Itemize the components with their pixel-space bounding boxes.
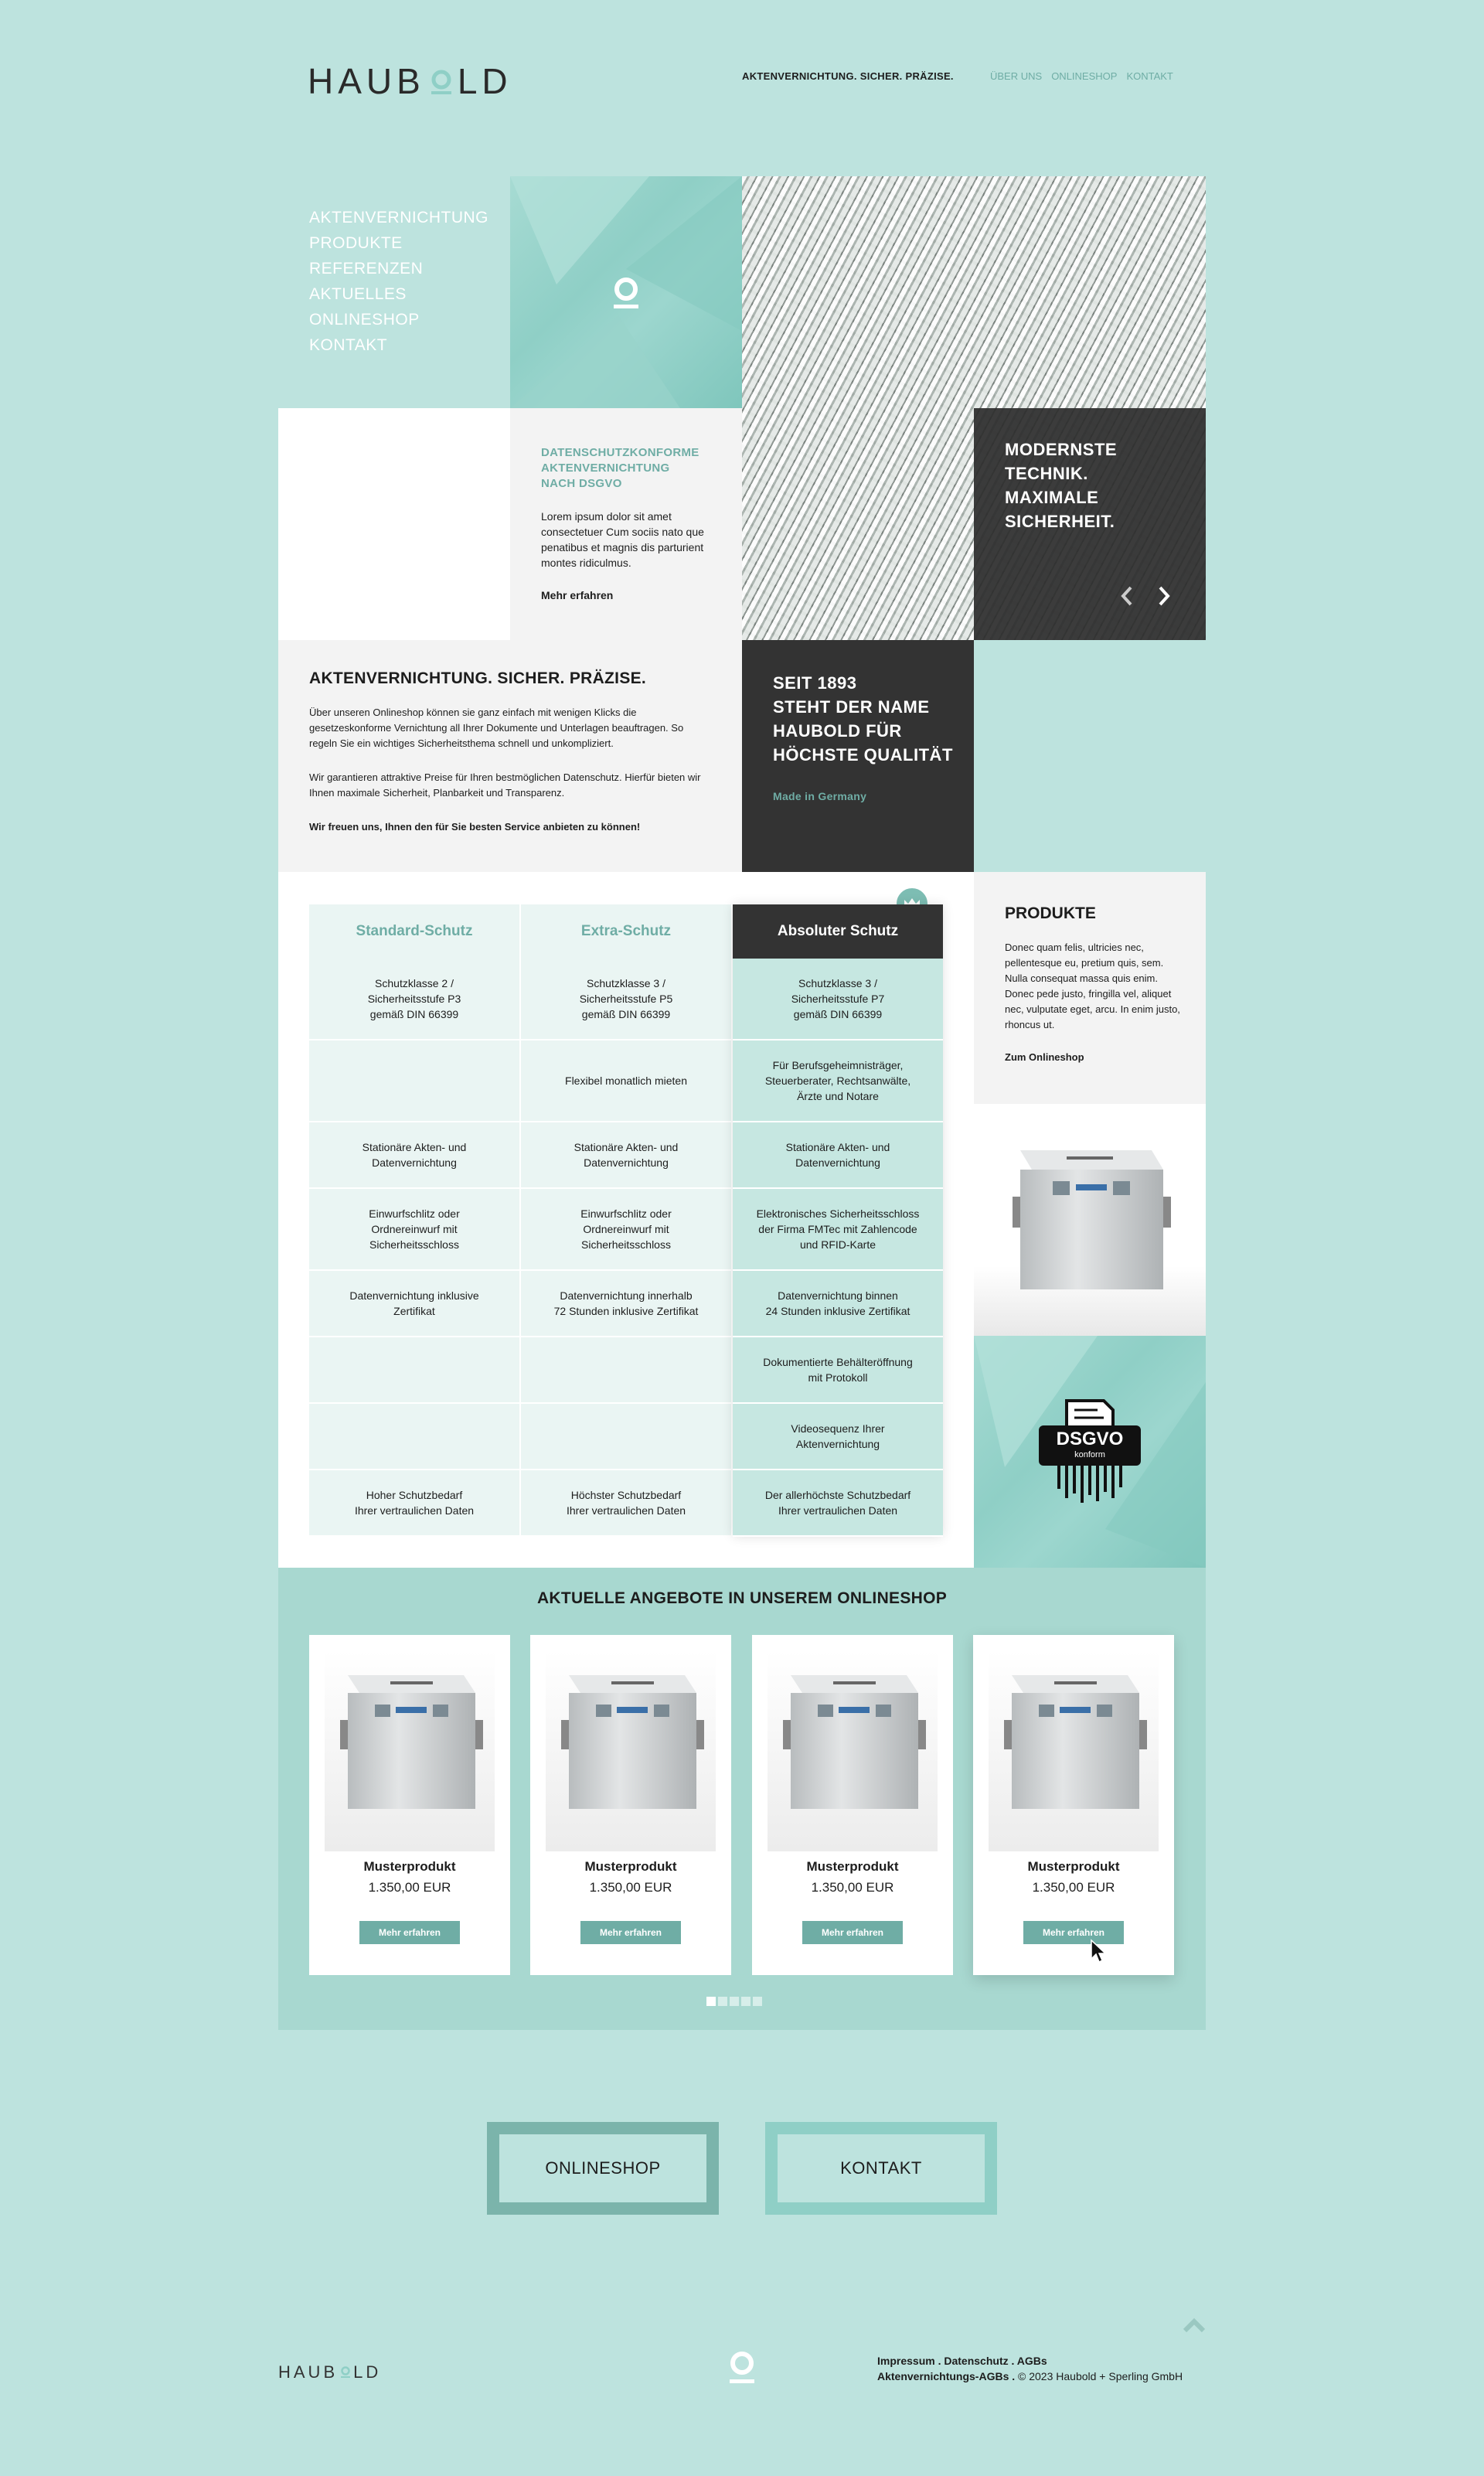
table-cell: Videosequenz Ihrer Aktenvernichtung: [733, 1404, 943, 1470]
aluminium-box-image: [997, 1127, 1183, 1313]
caption-line: TECHNIK.: [1005, 464, 1088, 483]
table-cell: Einwurfschlitz oder Ordnereinwurf mit Sicherheitsschloss: [521, 1189, 731, 1271]
table-cell: Stationäre Akten- und Datenvernichtung: [733, 1122, 943, 1189]
title-line: NACH DSGVO: [541, 477, 622, 490]
table-cell: Stationäre Akten- und Datenvernichtung: [521, 1122, 731, 1189]
title-line: AKTENVERNICHTUNG: [541, 461, 670, 475]
product-image[interactable]: [546, 1650, 716, 1851]
logo-mark-icon: [428, 66, 454, 92]
product-image[interactable]: [768, 1650, 938, 1851]
caption-line: SICHERHEIT.: [1005, 512, 1115, 531]
sidebar-item-aktenvernichtung[interactable]: AKTENVERNICHTUNG: [309, 209, 489, 226]
header-tagline: AKTENVERNICHTUNG. SICHER. PRÄZISE.: [742, 70, 954, 82]
table-cell: [309, 1337, 519, 1404]
mehr-erfahren-link[interactable]: Mehr erfahren: [541, 589, 614, 601]
intro-section: [278, 640, 742, 872]
table-cell: [521, 1337, 731, 1404]
products-text: Donec quam felis, ultricies nec, pellentesque eu, pretium quis, sem. Nulla consequat massa quis enim. Donec pede justo, fringilla vel, aliquet nec, vulputate eget, arcu. In enim justo, rhoncus ut.: [1005, 942, 1180, 1030]
mehr-erfahren-button[interactable]: Mehr erfahren: [359, 1921, 460, 1944]
pagination-dot[interactable]: [730, 1997, 739, 2006]
footer-logo-text-part: HAUB: [278, 2362, 339, 2382]
logo-mark-icon: [611, 275, 642, 311]
table-cell: Datenvernichtung innerhalb 72 Stunden inklusive Zertifikat: [521, 1271, 731, 1337]
product-name: Musterprodukt: [584, 1859, 677, 1874]
kontakt-button[interactable]: [765, 2122, 997, 2215]
footer-logo[interactable]: [278, 2362, 381, 2382]
dsgvo-label-title: DSGVO: [1056, 1429, 1124, 1449]
products-box: [974, 872, 1206, 1104]
product-name: Musterprodukt: [1027, 1859, 1120, 1874]
footer-links[interactable]: Impressum . Datenschutz . AGBs: [877, 2355, 1047, 2367]
since-line: SEIT 1893: [773, 673, 857, 693]
caption-line: MODERNSTE: [1005, 440, 1118, 459]
intro-paragraph: Wir garantieren attraktive Preise für Ihren bestmöglichen Datenschutz. Hierfür bieten wir Ihnen maximale Sicherheit, Planbarkeit und Transparenz.: [309, 771, 701, 799]
pricing-column-absolut: [733, 904, 943, 1537]
logo[interactable]: [308, 63, 512, 99]
pagination-dot-active[interactable]: [706, 1997, 716, 2006]
caption-line: MAXIMALE: [1005, 488, 1099, 507]
geometric-logo-tile: [510, 176, 742, 408]
intro-closing: Wir freuen uns, Ihnen den für Sie besten Service anbieten zu können!: [309, 821, 641, 833]
sidebar-item-produkte[interactable]: PRODUKTE: [309, 234, 403, 252]
pagination-dot[interactable]: [741, 1997, 751, 2006]
table-cell: Stationäre Akten- und Datenvernichtung: [309, 1122, 519, 1189]
onlineshop-button[interactable]: [487, 2122, 719, 2215]
mehr-erfahren-button[interactable]: Mehr erfahren: [580, 1921, 681, 1944]
chevron-right-icon[interactable]: [1156, 584, 1172, 608]
product-name: Musterprodukt: [806, 1859, 899, 1874]
product-card[interactable]: [752, 1635, 953, 1975]
sidebar-item-onlineshop[interactable]: ONLINESHOP: [309, 311, 420, 329]
side-nav: [309, 207, 488, 356]
table-cell: Höchster Schutzbedarf Ihrer vertraulichen Daten: [521, 1470, 731, 1537]
pagination-dot[interactable]: [753, 1997, 762, 2006]
pricing-column-standard: [309, 904, 519, 1537]
table-cell: Datenvernichtung inklusive Zertifikat: [309, 1271, 519, 1337]
table-cell: Für Berufsgeheimnisträger, Steuerberater, Rechtsanwälte, Ärzte und Notare: [733, 1040, 943, 1122]
product-card[interactable]: [973, 1635, 1174, 1975]
blank-tile: [278, 408, 510, 640]
table-cell: Hoher Schutzbedarf Ihrer vertraulichen Daten: [309, 1470, 519, 1537]
slider-caption-box: [974, 408, 1206, 640]
table-cell: Der allerhöchste Schutzbedarf Ihrer vertraulichen Daten: [733, 1470, 943, 1537]
product-price: 1.350,00 EUR: [1032, 1880, 1115, 1895]
table-cell: Schutzklasse 3 / Sicherheitsstufe P7 gemäß DIN 66399: [733, 959, 943, 1040]
table-cell: [521, 1404, 731, 1470]
zum-onlineshop-link[interactable]: Zum Onlineshop: [1005, 1051, 1084, 1063]
product-name: Musterprodukt: [363, 1859, 456, 1874]
pricing-column-extra: [521, 904, 731, 1537]
title-line: DATENSCHUTZKONFORME: [541, 446, 699, 459]
table-cell: Dokumentierte Behälteröffnung mit Protokoll: [733, 1337, 943, 1404]
top-nav: [990, 70, 1173, 82]
logo-mark-icon: [339, 2363, 352, 2376]
product-price: 1.350,00 EUR: [589, 1880, 672, 1895]
products-title: PRODUKTE: [1005, 904, 1096, 922]
product-card[interactable]: [309, 1635, 510, 1975]
product-image[interactable]: [989, 1650, 1159, 1851]
nav-ueber-uns[interactable]: ÜBER UNS: [990, 70, 1043, 82]
footer-legal: [877, 2353, 1183, 2384]
since-line: STEHT DER NAME: [773, 697, 930, 717]
dsgvo-badge-tile: [974, 1336, 1206, 1568]
footer-logo-text-part: LD: [353, 2362, 382, 2382]
since-text: [773, 671, 953, 767]
product-price: 1.350,00 EUR: [811, 1880, 894, 1895]
onlineshop-button-label: ONLINESHOP: [545, 2158, 661, 2178]
table-cell: Einwurfschlitz oder Ordnereinwurf mit Sicherheitsschloss: [309, 1189, 519, 1271]
footer-copyright: © 2023 Haubold + Sperling GmbH: [1015, 2370, 1183, 2382]
offers-title: AKTUELLE ANGEBOTE IN UNSEREM ONLINESHOP: [536, 1589, 948, 1607]
table-cell: [309, 1040, 519, 1122]
table-cell: Schutzklasse 2 / Sicherheitsstufe P3 gemäß DIN 66399: [309, 959, 519, 1040]
column-header: Standard-Schutz: [309, 904, 519, 959]
mehr-erfahren-button[interactable]: Mehr erfahren: [1023, 1921, 1124, 1944]
column-header: Absoluter Schutz: [733, 904, 943, 959]
table-cell: Schutzklasse 3 / Sicherheitsstufe P5 gemäß DIN 66399: [521, 959, 731, 1040]
dsgvo-label-sub: konform: [1074, 1450, 1105, 1459]
pagination-dot[interactable]: [718, 1997, 727, 2006]
footer-logo-mark-icon: [727, 2350, 757, 2387]
product-image-tile: [974, 1104, 1206, 1336]
logo-text-part: HAUB: [308, 61, 425, 101]
sidebar-item-referenzen[interactable]: REFERENZEN: [309, 260, 424, 278]
dsgvo-label: [1039, 1425, 1141, 1466]
table-cell: Flexibel monatlich mieten: [521, 1040, 731, 1122]
mouse-cursor-icon: [1090, 1939, 1108, 1965]
dsgvo-badge: [1039, 1398, 1141, 1506]
since-1893-box: [742, 640, 974, 872]
table-cell: [309, 1404, 519, 1470]
column-header: Extra-Schutz: [521, 904, 731, 959]
footer-agb-link[interactable]: Aktenvernichtungs-AGBs .: [877, 2370, 1016, 2382]
kontakt-button-label: KONTAKT: [840, 2158, 922, 2178]
product-card[interactable]: [530, 1635, 731, 1975]
carousel-pagination: [706, 1997, 762, 2006]
scroll-to-top-icon[interactable]: [1183, 2318, 1206, 2333]
slider-caption: [1005, 438, 1117, 533]
chevron-left-icon[interactable]: [1119, 584, 1135, 608]
dsgvo-teaser-title: [541, 445, 699, 492]
nav-kontakt[interactable]: KONTAKT: [1126, 70, 1173, 82]
table-cell: Datenvernichtung binnen 24 Stunden inklusive Zertifikat: [733, 1271, 943, 1337]
since-line: HÖCHSTE QUALITÄT: [773, 745, 953, 765]
logo-text-part: LD: [457, 61, 512, 101]
sidebar-item-aktuelles[interactable]: AKTUELLES: [309, 285, 407, 303]
nav-onlineshop[interactable]: ONLINESHOP: [1051, 70, 1118, 82]
shred-strips-icon: [1054, 1466, 1125, 1504]
dsgvo-teaser: [510, 408, 742, 640]
intro-paragraph: Über unseren Onlineshop können sie ganz einfach mit wenigen Klicks die gesetzeskonforme Vernichtung all Ihrer Dokumente und Unterlagen beauftragen. So regeln Sie ein wichtiges Sicherheitsthema schnell und unkompliziert.: [309, 707, 684, 749]
made-in-germany: Made in Germany: [773, 790, 867, 802]
sidebar-item-kontakt[interactable]: KONTAKT: [309, 336, 388, 354]
intro-title: AKTENVERNICHTUNG. SICHER. PRÄZISE.: [309, 669, 647, 687]
product-price: 1.350,00 EUR: [368, 1880, 451, 1895]
document-icon: [1059, 1398, 1121, 1429]
since-line: HAUBOLD FÜR: [773, 721, 902, 741]
product-image[interactable]: [325, 1650, 495, 1851]
table-cell: Elektronisches Sicherheitsschloss der Firma FMTec mit Zahlencode und RFID-Karte: [733, 1189, 943, 1271]
dsgvo-teaser-text: Lorem ipsum dolor sit amet consectetuer Cum sociis nato que penatibus et magnis dis parturient montes ridiculmus.: [541, 510, 704, 569]
mehr-erfahren-button[interactable]: Mehr erfahren: [802, 1921, 903, 1944]
